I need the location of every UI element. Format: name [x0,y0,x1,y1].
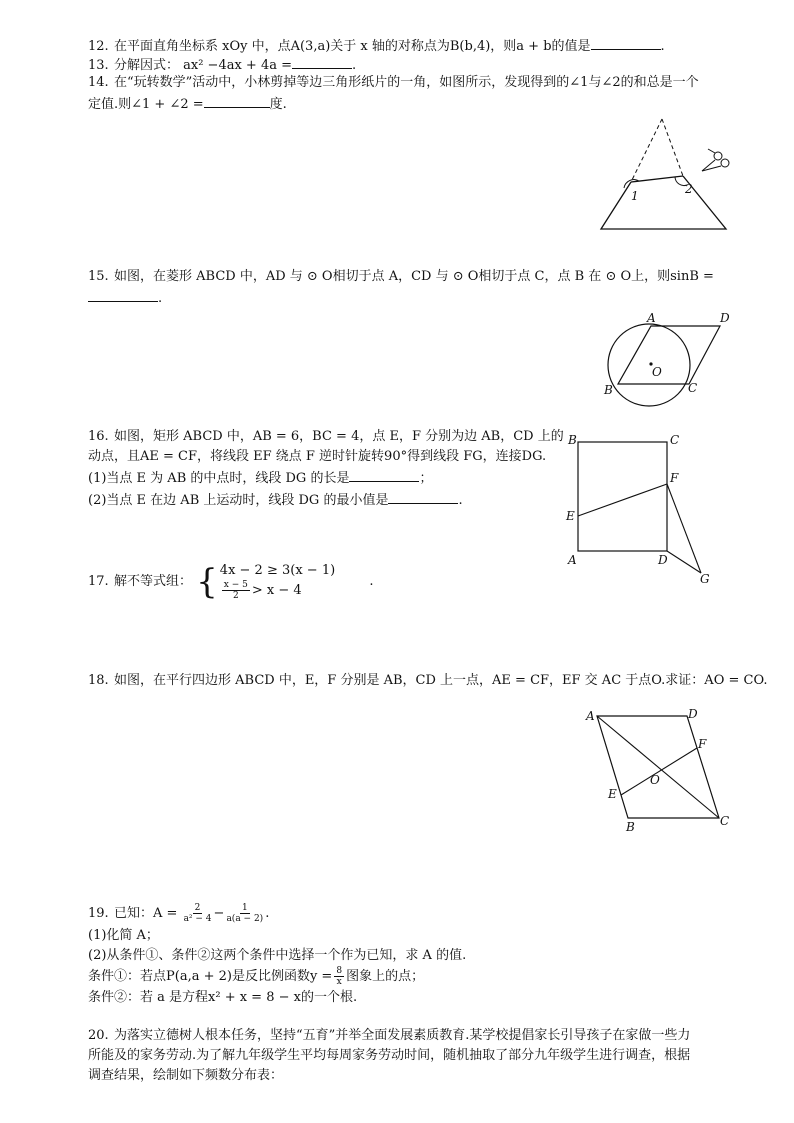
question-14 [88,73,738,115]
rhombus-abcd [618,326,720,384]
sub-question-1: (1)当点 E 为 AB 的中点时，线段 DG 的长是 [88,471,350,486]
condition-1-text: 条件①：若点P(a,a + 2)是反比例函数y = [88,969,333,984]
point-label-f: F [698,737,707,751]
question-text-line2: 动点，且AE = CF，将线段 EF 绕点 F 逆时针旋转90°得到线段 FG，连接DG. [88,449,547,464]
vertex-label-c: C [720,814,730,828]
condition-1-text-end: 图象上的点； [346,969,425,984]
question-text-line1: 为落实立德树人根本任务，坚持“五育”并举全面发展素质教育.某学校提倡家长引导孩子在家做一些力 [114,1028,691,1043]
fraction-numerator: 2 [194,903,201,913]
question-text: 在平面直角坐标系 xOy 中，点A(3,a)关于 x 轴的对称点为B(b,4)，则a + b的值是 [114,39,591,54]
sub-question-1: (1)化简 A； [88,928,159,943]
brace: { [196,561,218,602]
question-number: 19. [88,906,109,921]
dashed-removed-edge [662,119,683,176]
vertex-label-c: C [688,381,698,395]
question-text: 分解因式： ax² −4ax + 4a = [114,58,293,73]
point-label-o: O [650,773,660,787]
question-number: 15. [88,269,109,284]
point-label-g: G [700,572,710,586]
rectangle-abcd [578,442,667,551]
answer-blank [292,54,352,69]
fraction-numerator: x − 5 [223,580,248,590]
question-number: 14. [88,75,109,90]
scissors-icon [702,149,729,171]
period: . [265,906,270,921]
fraction-denominator: a(a − 2) [226,914,264,924]
fraction-2 [226,903,263,924]
figure-18 [580,704,735,836]
fraction-1 [184,903,212,924]
vertex-label-c: C [670,433,680,447]
answer-blank [591,35,661,50]
inequality-system [196,562,335,601]
fraction-8-over-x [334,966,344,987]
point-label-e: E [608,787,617,801]
inequality-2-rest: > x − 4 [251,583,302,598]
answer-blank [204,93,270,108]
question-19 [88,902,738,1008]
fraction-numerator: 1 [241,903,248,913]
vertex-label-a: A [647,311,656,325]
question-number: 13. [88,58,109,73]
punctuation: ； [419,471,433,486]
vertex-label-d: D [688,707,698,721]
vertex-label-a: A [586,709,595,723]
minus-sign: − [213,906,225,921]
condition-2: 条件②：若 a 是方程x² + x = 8 − x的一个根. [88,990,358,1005]
question-number: 17. [88,574,109,589]
question-text-line2: 所能及的家务劳动.为了解九年级学生平均每周家务劳动时间，随机抽取了部分九年级学生进行调查，根据 [88,1048,691,1063]
answer-blank [88,287,158,302]
fraction-denominator: a² − 4 [183,914,212,924]
sub-question-2: (2)从条件①、条件②这两个条件中选择一个作为已知，求 A 的值. [88,948,467,963]
question-number: 18. [88,673,109,688]
triangle-remaining-edges [601,176,726,229]
question-text: 已知：A = [114,906,178,921]
sub-question-2: (2)当点 E 在边 AB 上运动时，线段 DG 的最小值是 [88,493,389,508]
question-text-line1: 在“玩转数学”活动中，小林剪掉等边三角形纸片的一角，如图所示，发现得到的∠1与∠2的和总是一个 [114,75,699,90]
segment-fg [667,484,701,573]
inequality-1: 4x − 2 ≥ 3(x − 1) [219,563,336,578]
period: . [660,39,665,54]
vertex-label-b: B [626,820,635,834]
angle-1-label: 1 [631,189,639,203]
segment-ef [578,484,667,516]
dashed-removed-edge [631,119,662,182]
question-number: 16. [88,429,109,444]
question-19-stem [88,902,738,926]
question-text: 如图，在菱形 ABCD 中，AD 与 ⊙ O相切于点 A，CD 与 ⊙ O相切于点 C，点 B 在 ⊙ O上，则sinB = [114,269,714,284]
question-15: 15. 如图，在菱形 ABCD 中，AD 与 ⊙ O相切于点 A，CD 与 ⊙ O相切于点 C，点 B 在 ⊙ O上，则sinB = . [88,269,714,306]
fraction-denominator: 2 [232,591,239,601]
question-text-line1: 如图，矩形 ABCD 中，AB = 6，BC = 4，点 E，F 分别为边 AB，CD 上的 [114,429,564,444]
vertex-label-a: A [568,553,577,567]
inequality-2 [220,580,335,601]
condition-1 [88,966,738,988]
figure-15 [598,308,738,408]
question-text-line2: 定值.则∠1 + ∠2 = [88,97,204,112]
point-label-e: E [566,509,575,523]
segment-ef [621,748,697,795]
vertex-label-d: D [658,553,668,567]
question-number: 20. [88,1028,109,1043]
question-17 [88,562,738,601]
fraction-denominator: x [336,977,342,987]
answer-blank [349,467,419,482]
diagonal-ac [597,716,719,818]
question-text-line3: 调查结果，绘制如下频数分布表： [88,1068,284,1083]
unit-text: 度. [269,97,287,112]
question-number: 12. [88,39,109,54]
period: . [352,58,357,73]
question-18 [88,671,768,691]
period: . [369,574,374,589]
question-text: 如图，在平行四边形 ABCD 中，E，F 分别是 AB，CD 上一点，AE = CF，EF 交 AC 于点O.求证：AO = CO. [114,673,768,688]
question-20 [88,1026,738,1086]
answer-blank [388,489,458,504]
angle-2-label: 2 [685,182,693,196]
figure-14 [590,115,740,235]
question-text: 解不等式组： [114,574,193,589]
center-label-o: O [652,365,662,379]
fraction-numerator: 8 [336,966,343,976]
vertex-label-b: B [604,383,613,397]
point-label-f: F [670,471,679,485]
vertex-label-d: D [720,311,730,325]
circle-o [608,324,690,406]
punctuation: . [458,493,463,508]
vertex-label-b: B [568,433,577,447]
